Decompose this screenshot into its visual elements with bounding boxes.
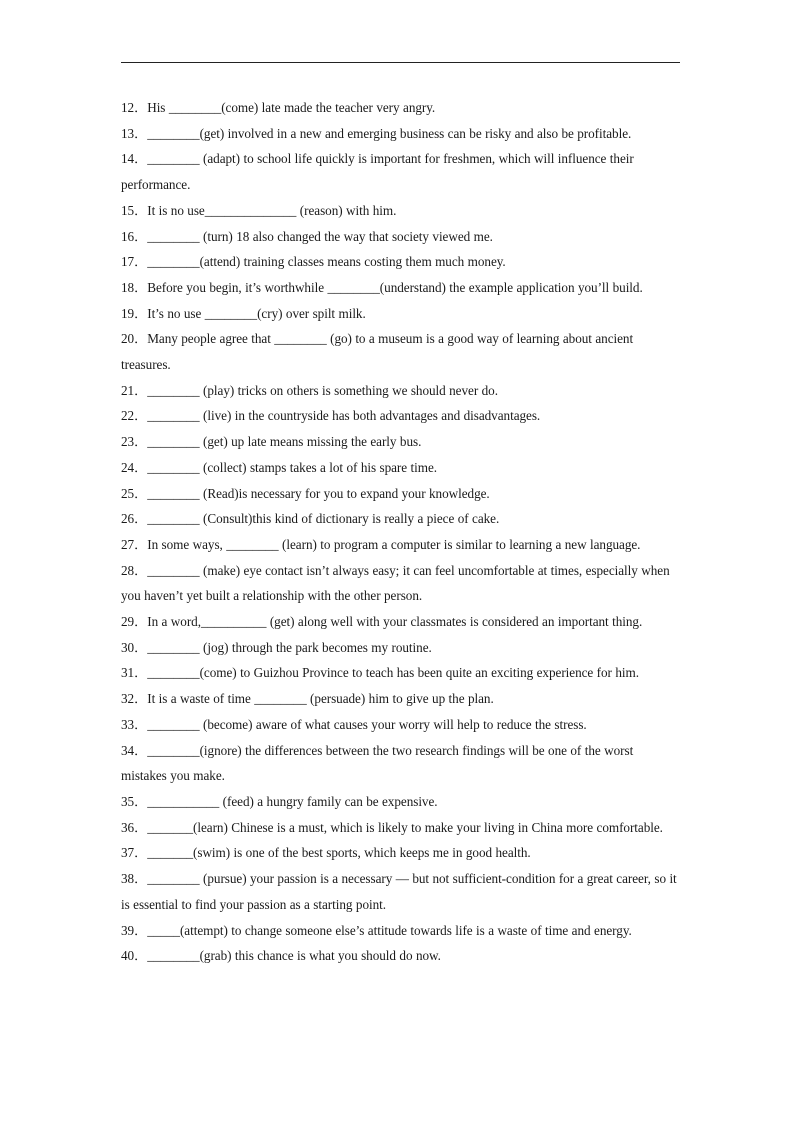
question-39: 39．_____(attempt) to change someone else’s attitude towards life is a waste of time and energy. <box>121 922 632 938</box>
question-24: 24．________ (collect) stamps takes a lot of his spare time. <box>121 459 438 475</box>
question-37: 37．_______(swim) is one of the best sports, which keeps me in good health. <box>121 845 531 861</box>
question-32: 32．It is a waste of time ________ (persuade) him to give up the plan. <box>121 691 494 707</box>
exercise-list <box>121 95 681 969</box>
question-27: 27．In some ways, ________ (learn) to program a computer is similar to learning a new language. <box>121 536 641 552</box>
question-17: 17．________(attend) training classes means costing them much money. <box>121 254 506 270</box>
question-18: 18．Before you begin, it’s worthwhile ________(understand) the example application you’ll build. <box>121 279 643 295</box>
question-12: 12．His ________(come) late made the teacher very angry. <box>121 100 436 115</box>
question-22: 22．________ (live) in the countryside has both advantages and disadvantages. <box>121 408 541 424</box>
question-19: 19．It’s no use ________(cry) over spilt milk. <box>121 305 366 321</box>
question-23: 23．________ (get) up late means missing the early bus. <box>121 434 422 450</box>
question-31: 31．________(come) to Guizhou Province to teach has been quite an exciting experience for him. <box>121 665 639 681</box>
question-34: 34．________(ignore) the differences between the two research findings will be one of the worst mistakes you make. <box>121 742 634 784</box>
question-33: 33．________ (become) aware of what causes your worry will help to reduce the stress. <box>121 716 587 732</box>
question-20: 20．Many people agree that ________ (go) to a museum is a good way of learning about ancient treasures. <box>121 331 634 373</box>
question-35: 35．___________ (feed) a hungry family can be expensive. <box>121 793 438 809</box>
question-30: 30．________ (jog) through the park becomes my routine. <box>121 639 432 655</box>
question-36: 36．_______(learn) Chinese is a must, which is likely to make your living in China more comfortable. <box>121 819 663 835</box>
question-21: 21．________ (play) tricks on others is something we should never do. <box>121 382 498 398</box>
header-rule <box>121 62 680 63</box>
question-26: 26．________ (Consult)this kind of dictionary is really a piece of cake. <box>121 511 500 527</box>
question-16: 16．________ (turn) 18 also changed the way that society viewed me. <box>121 228 493 244</box>
question-40: 40．________(grab) this chance is what you should do now. <box>121 948 441 964</box>
question-28: 28．________ (make) eye contact isn’t always easy; it can feel uncomfortable at times, especially when you haven’t yet built a relationship with the other person. <box>121 562 670 604</box>
question-29: 29．In a word,__________ (get) along well with your classmates is considered an important thing. <box>121 614 643 630</box>
question-38: 38．________ (pursue) your passion is a necessary — but not sufficient-condition for a great career, so it is essential to find your passion as a starting point. <box>121 871 677 912</box>
question-15: 15．It is no use______________ (reason) with him. <box>121 202 397 218</box>
question-13: 13．________(get) involved in a new and emerging business can be risky and also be profitable. <box>121 125 632 141</box>
question-25: 25．________ (Read)is necessary for you to expand your knowledge. <box>121 485 490 501</box>
question-14: 14．________ (adapt) to school life quickly is important for freshmen, which will influence their performance. <box>121 151 634 193</box>
